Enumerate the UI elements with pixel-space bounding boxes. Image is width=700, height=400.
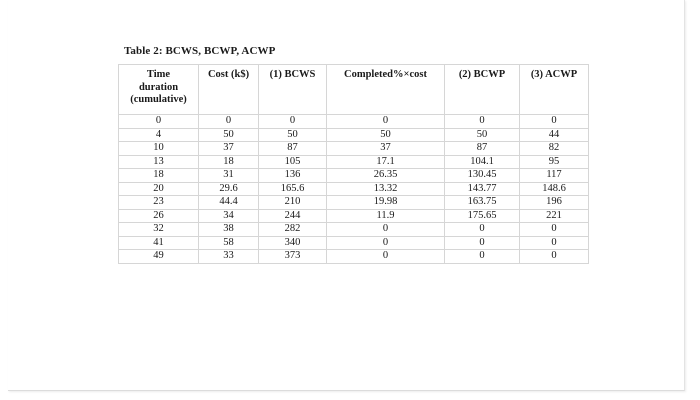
completed-cost-cell: 0 [327, 115, 445, 129]
completed-cost-cell: 50 [327, 128, 445, 142]
table-row [119, 196, 589, 210]
completed-cost-cell: 19.98 [327, 196, 445, 210]
cost-cell: 31 [199, 169, 259, 183]
header-cost: Cost (k$) [199, 65, 259, 115]
bcwp-cell: 0 [445, 223, 520, 237]
header-time-line1: Time [146, 69, 171, 80]
acwp-cell: 221 [520, 209, 589, 223]
time-cell: 41 [119, 236, 199, 250]
header-bcws: (1) BCWS [259, 65, 327, 115]
bcws-cell: 373 [259, 250, 327, 264]
bcwp-cell: 130.45 [445, 169, 520, 183]
bcws-cell: 340 [259, 236, 327, 250]
bcws-cell: 0 [259, 115, 327, 129]
acwp-cell: 0 [520, 236, 589, 250]
bcwp-cell: 0 [445, 236, 520, 250]
cost-cell: 29.6 [199, 182, 259, 196]
time-cell: 18 [119, 169, 199, 183]
time-cell: 26 [119, 209, 199, 223]
header-time-line3: (cumulative) [130, 94, 187, 105]
acwp-cell: 0 [520, 223, 589, 237]
header-time-line2: duration [138, 81, 179, 93]
cost-cell: 50 [199, 128, 259, 142]
bcws-cell: 244 [259, 209, 327, 223]
time-cell: 32 [119, 223, 199, 237]
bcwp-cell: 50 [445, 128, 520, 142]
table-row [119, 250, 589, 264]
time-cell: 4 [119, 128, 199, 142]
bcwp-cell: 87 [445, 142, 520, 156]
acwp-cell: 0 [520, 115, 589, 129]
cost-cell: 37 [199, 142, 259, 156]
completed-cost-cell: 0 [327, 250, 445, 264]
bcwp-cell: 163.75 [445, 196, 520, 210]
acwp-cell: 117 [520, 169, 589, 183]
table-row [119, 236, 589, 250]
time-cell: 0 [119, 115, 199, 129]
bcwp-cell: 143.77 [445, 182, 520, 196]
acwp-cell: 148.6 [520, 182, 589, 196]
bcwp-cell: 0 [445, 250, 520, 264]
bcwp-cell: 104.1 [445, 155, 520, 169]
header-acwp: (3) ACWP [520, 65, 589, 115]
completed-cost-cell: 0 [327, 236, 445, 250]
bcwp-cell: 175.65 [445, 209, 520, 223]
completed-cost-cell: 37 [327, 142, 445, 156]
time-cell: 13 [119, 155, 199, 169]
table-row [119, 155, 589, 169]
acwp-cell: 0 [520, 250, 589, 264]
cost-cell: 18 [199, 155, 259, 169]
header-bcwp: (2) BCWP [445, 65, 520, 115]
header-completed-cost: Completed%×cost [327, 65, 445, 115]
completed-cost-cell: 0 [327, 223, 445, 237]
acwp-cell: 95 [520, 155, 589, 169]
table-caption: Table 2: BCWS, BCWP, ACWP [124, 45, 276, 57]
time-cell: 23 [119, 196, 199, 210]
bcws-cell: 50 [259, 128, 327, 142]
table-row [119, 223, 589, 237]
table-header-row [119, 65, 589, 115]
cost-cell: 58 [199, 236, 259, 250]
table-row [119, 128, 589, 142]
time-cell: 10 [119, 142, 199, 156]
acwp-cell: 82 [520, 142, 589, 156]
acwp-cell: 44 [520, 128, 589, 142]
table-row [119, 209, 589, 223]
table-row [119, 182, 589, 196]
bcws-cell: 136 [259, 169, 327, 183]
bcws-bcwp-acwp-table [118, 64, 589, 264]
bcws-cell: 282 [259, 223, 327, 237]
acwp-cell: 196 [520, 196, 589, 210]
bcws-cell: 165.6 [259, 182, 327, 196]
header-time-duration [119, 65, 199, 115]
bcws-cell: 105 [259, 155, 327, 169]
completed-cost-cell: 11.9 [327, 209, 445, 223]
cost-cell: 33 [199, 250, 259, 264]
bcws-cell: 87 [259, 142, 327, 156]
table-row [119, 115, 589, 129]
time-cell: 20 [119, 182, 199, 196]
bcwp-cell: 0 [445, 115, 520, 129]
completed-cost-cell: 13.32 [327, 182, 445, 196]
cost-cell: 34 [199, 209, 259, 223]
table-row [119, 169, 589, 183]
cost-cell: 44.4 [199, 196, 259, 210]
table-row [119, 142, 589, 156]
completed-cost-cell: 17.1 [327, 155, 445, 169]
cost-cell: 0 [199, 115, 259, 129]
completed-cost-cell: 26.35 [327, 169, 445, 183]
cost-cell: 38 [199, 223, 259, 237]
bcws-cell: 210 [259, 196, 327, 210]
table-body [119, 115, 589, 264]
time-cell: 49 [119, 250, 199, 264]
